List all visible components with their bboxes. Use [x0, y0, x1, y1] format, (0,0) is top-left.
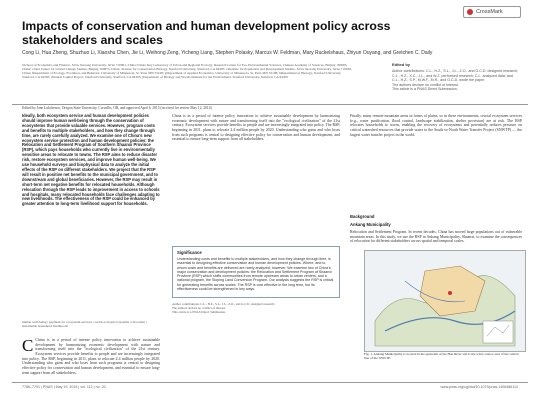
- significance-body: Understanding costs and benefits to multiple stakeholders, and how they change through time, is essential to designing effective conservation and human development policies. Where, and to whom costs and benefits are delivered are rarely analyzed, however. We examine two of China's major conservation and development policies: the Relocation and Settlement Program of Shaanxi Province (RSP) which shifts communities from remote upstream areas to urban centers, and a national program, the Sloping Land Conversion Program. Our analysis suggests the RSP is critical for generating benefits across scales. The RSP is cost effective in the long term, but its effectiveness could be strengthened in key ways.: [177, 257, 334, 292]
- crossmark-icon: [467, 9, 473, 15]
- footnote-line: This article is a PNAS Direct Submission.: [172, 310, 226, 314]
- footnote-line: The authors declare no conflict of interest.: [172, 306, 227, 310]
- author-list: Cong Li, Hua Zheng, Shuzhuo Li, Xiaoshu Chen, Jie Li, Weihong Zeng, Yicheng Liang, Stephen Polasky, Marcus W. Feldman, Mary Ruckelshaus, Zhiyun Ouyang, and Gretchen C. Daily: [22, 50, 433, 56]
- crossmark-badge[interactable]: [463, 6, 521, 18]
- abstract: Ideally, both ecosystem service and human development policies should improve human well-being through the conservation of ecosystems that provide valuable services. However, program costs and benefits to multiple stakeholders, and how they change through time, are rarely carefully analyzed. We examine one of China's new ecosystem service protection and human development policies: the Relocation and Settlement Program of Southern Shaanxi Province (RSP), which pays households who currently live in environmentally sensitive areas to relocate to towns. The RSP aims to reduce disaster risk, restore ecosystem services, and improve human well-being. We use household surveys and biophysical data to analyze the initial effects of the RSP on different stakeholders. We project that the RSP will result in positive net benefits to the municipal government, and to downstream and global beneficiaries. However, the RSP may result in short-term net negative benefits for relocated households. Although relocation through the RSP leads to improvement in access to schools and hospitals, many relocated households face challenges adapting to new livelihoods. The effectiveness of the RSP could be enhanced by greater attention to long-term livelihood support for households.: [22, 113, 160, 207]
- footer-citation: 7786–7791 | PNAS | May 19, 2015 | vol. 112 | no. 20: [22, 385, 106, 389]
- intro-text: [22, 338, 160, 382]
- side-line: Author contributions: C.L., H.Z., S.L., J.L., Z.O., and G.C.D. designed research;: [392, 69, 519, 74]
- significance-heading: Significance: [177, 250, 202, 255]
- section-heading-ankang: Ankang Municipality: [350, 222, 391, 227]
- footnote-line: Author contributions: C.L., H.Z., S.L., J.L., Z.O., and G.C.D. designed research;: [172, 302, 275, 306]
- side-line: C.L., H.Z., S.P., M.W.F., M.R., and G.C.D. wrote the paper.: [392, 78, 486, 83]
- side-line: The authors declare no conflict of interest.: [392, 82, 459, 87]
- side-panel-heading: Edited by: [392, 62, 411, 67]
- footnotes: [172, 302, 340, 314]
- keywords: human well-being | payment for ecosystem services | social-ecological systems | relocation | sustainable household livelihoods: [22, 320, 147, 328]
- body-text: Relocation and Settlement Program. In recent decades, China has moved large populations out of vulnerable mountain areas. In this study, we use the RSP in Ankang Municipality, Shaanxi, to examine the consequences of relocation for different stakeholders across spatial and temporal scales.: [350, 230, 522, 244]
- header-divider: [12, 104, 528, 105]
- footer-doi[interactable]: www.pnas.org/cgi/doi/10.1073/pnas.1406486112: [440, 385, 518, 389]
- paper-title: Impacts of conservation and human development policy across stakeholders and scales: [22, 19, 391, 47]
- side-line: C.L., H.Z., X.C., J.L., and W.Z. performed research; C.L. analyzed data; and: [392, 73, 513, 78]
- drop-cap: C: [22, 338, 34, 355]
- side-line: This article is a PNAS Direct Submission.: [392, 87, 458, 92]
- crossmark-label: CrossMark: [476, 9, 503, 15]
- body-column-2: [172, 114, 340, 242]
- author-contributions-panel: [392, 63, 522, 91]
- body-column-3: [350, 114, 522, 210]
- page-footer: [22, 385, 518, 389]
- intro-body: China is in a period of intense policy innovation to achieve sustainable development by harmonizing economic development with nature and transforming itself into the "ecological civilization" of the 21st century. Ecosystem services provide benefits to people and are increasingly integrated into policy. The RSP, beginning in 2011, plans to relocate 2.4 million people by 2020. Understanding who gains and who loses from such programs is central to designing effective policy for conservation and human development, and essential to ensure long-term support from all stakeholders.: [22, 338, 160, 375]
- affiliations: aSchool of Economics and Finance, Xi'an Jiaotong University, Xi'an 710061, China; bState Key Laboratory of Urban and Regional Ecology, Research Center for Eco-Environmental Sciences, Chinese Academy of Sciences, Beijing 100085, China; cJoint Center for Global Change Studies, Beijing 100875, China; dCenter for Conservation Biology, Stanford University, Stanford, CA 94305; eInstitute for Population and Development Studies, Xi'an Jiaotong University, Xi'an 710049, China; fDepartment of Ecology, Evolution, and Behavior, University of Minnesota, St. Paul, MN 55108; gDepartment of Applied Economics, University of Minnesota, St. Paul, MN 55108; hDepartment of Biology, Stanford University, Stanford, CA 94305; iNatural Capital Project, Stanford University, Stanford, CA 94305; jDepartment of Biology and Woods Institute for the Environment, Stanford University, Stanford, CA 94305: [22, 63, 352, 79]
- study-area-map: [364, 250, 526, 352]
- map-graphic: [365, 251, 525, 351]
- body-column-4: [350, 230, 522, 248]
- footer-divider: [12, 382, 528, 383]
- figure-caption: Fig. 1. Ankang Municipality is located in the upstream of the Han River and is the water source area of the central line of the SNWTP.: [364, 352, 519, 361]
- edited-by: Edited by Jane Lubchenco, Oregon State University, Corvallis, OR, and approved April 6, 2015 (received for review May 12, 2014): [22, 106, 212, 110]
- significance-box: [172, 246, 340, 298]
- body-text: Finally, many remote mountain areas in forms of plains, so in these environments, crucial ecosystem services (e.g., water purification, flood control, landscape stabilization, shelter provision) are at risk. The RSP relocates households to towns, enabling the recovery of ecosystems and potentially reduces pressure on critical watershed resources that provide water to the South-to-North Water Transfer Project (SNWTP) — the largest water transfer project in the world.: [350, 114, 522, 137]
- section-heading-background: Background: [350, 214, 375, 219]
- body-text: China is in a period of intense policy innovation to achieve sustainable development by harmonizing economic development with nature and transforming itself into the "ecological civilization" of the 21st century. Ecosystem services provide benefits to people and are increasingly integrated into policy. The RSP, beginning in 2011, plans to relocate 2.4 million people by 2020. Understanding who gains and who loses from such programs is central to designing effective policy for conservation and human development, and essential to ensure long-term support from all stakeholders.: [172, 114, 340, 142]
